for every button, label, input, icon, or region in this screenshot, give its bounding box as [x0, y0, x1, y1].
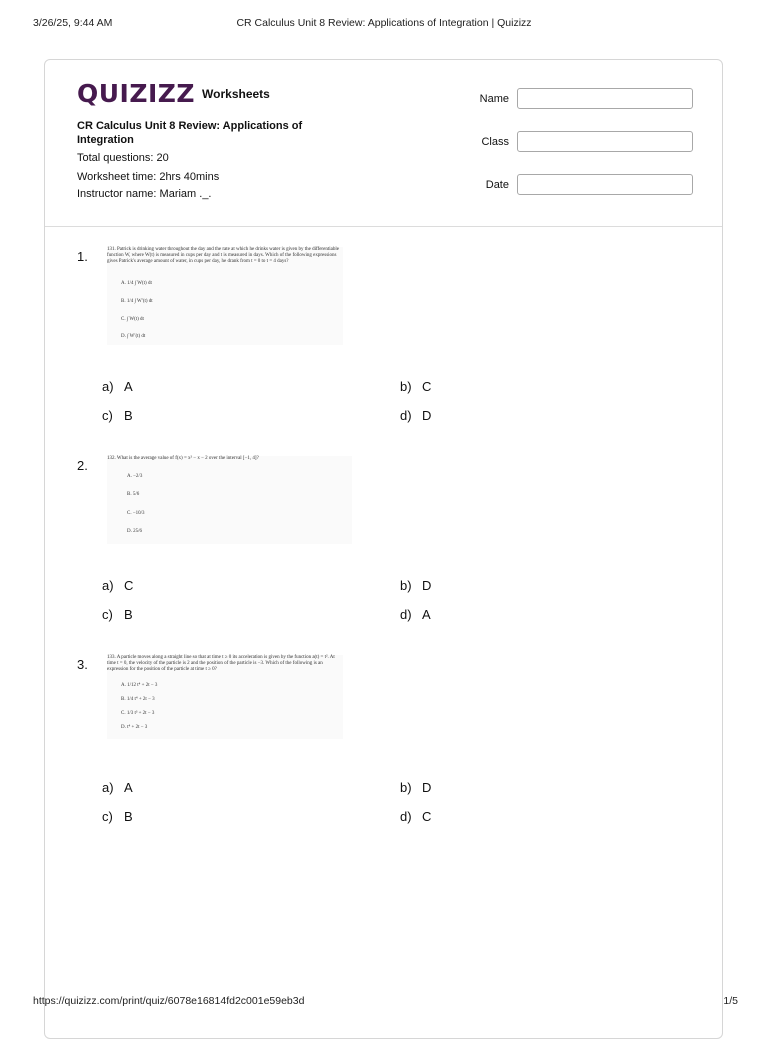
answer-option[interactable]: a) C — [102, 578, 134, 593]
answer-option[interactable]: c) B — [102, 607, 133, 622]
image-choice: D. 25/6 — [127, 529, 142, 534]
print-datetime: 3/26/25, 9:44 AM — [33, 17, 113, 29]
worksheet-header — [45, 60, 722, 227]
print-header — [0, 17, 768, 31]
image-choice: C. −10/3 — [127, 511, 145, 516]
answer-option[interactable]: b) C — [400, 379, 432, 394]
worksheet-title: CR Calculus Unit 8 Review: Applications of Integration — [77, 120, 303, 146]
instructor-name: Instructor name: Mariam ._. — [77, 188, 212, 200]
brand-logo — [77, 80, 270, 108]
image-choice: A. 1/4 ∫ W(t) dt — [121, 281, 152, 286]
answer-option[interactable]: b) D — [400, 780, 432, 795]
page-number: 1/5 — [723, 995, 738, 1007]
question-2 — [45, 458, 722, 638]
image-choice: C. 1/3 t³ + 2t − 3 — [121, 711, 155, 716]
image-choice: D. t⁴ + 2t − 3 — [121, 725, 148, 730]
question-image — [107, 456, 352, 544]
answer-option[interactable]: b) D — [400, 578, 432, 593]
question-number: 2. — [77, 458, 88, 473]
worksheets-label: Worksheets — [202, 87, 270, 101]
image-choice: B. 5/6 — [127, 492, 140, 497]
question-image — [107, 655, 343, 739]
answer-option[interactable]: d) A — [400, 607, 431, 622]
image-choice: A. −2/3 — [127, 474, 143, 479]
worksheet-time: Worksheet time: 2hrs 40mins — [77, 171, 220, 183]
worksheet-card — [44, 59, 723, 1039]
date-label: Date — [485, 179, 509, 191]
image-choice: A. 1/12 t⁴ + 2t − 3 — [121, 683, 158, 688]
image-choice: B. 1/4 ∫ W′(t) dt — [121, 299, 153, 304]
question-1 — [45, 249, 722, 439]
question-number: 1. — [77, 249, 88, 264]
question-number: 3. — [77, 657, 88, 672]
question-text: 133. A particle moves along a straight line so that at time t ≥ 0 its acceleration is given by the function a(t) = t². At time t = 0, the velocity of the particle is 2 and the position of the particle is −3. Which of the following is an expression for the position of the particle at time t ≥ 0? — [107, 655, 335, 672]
answer-option[interactable]: c) B — [102, 408, 133, 423]
answer-option[interactable]: a) A — [102, 780, 133, 795]
image-choice: C. ∫ W(t) dt — [121, 317, 144, 322]
answer-option[interactable]: a) A — [102, 379, 133, 394]
print-url: https://quizizz.com/print/quiz/6078e16814fd2c001e59eb3d — [33, 995, 305, 1007]
answer-option[interactable]: c) B — [102, 809, 133, 824]
question-image — [107, 247, 343, 345]
name-field[interactable] — [517, 88, 693, 109]
question-text: 131. Patrick is drinking water throughout the day and the rate at which he drinks water is given by the differentiable function W, where W(t) is measured in cups per day and t is measured in days. Which of the following expressions gives Patrick's average amount of water, in cups per day, he drank from t = 0 to t = 4 days? — [107, 247, 339, 264]
answer-option[interactable]: d) D — [400, 408, 432, 423]
quizizz-logo: QUIZIZZ — [77, 79, 196, 108]
total-questions: Total questions: 20 — [77, 152, 169, 164]
class-label: Class — [481, 136, 509, 148]
class-field[interactable] — [517, 131, 693, 152]
name-label: Name — [479, 93, 509, 105]
print-page-title: CR Calculus Unit 8 Review: Applications of Integration | Quizizz — [236, 17, 532, 29]
print-footer — [0, 995, 768, 1009]
image-choice: B. 1/4 t⁴ + 2t − 3 — [121, 697, 155, 702]
question-3 — [45, 657, 722, 837]
date-field[interactable] — [517, 174, 693, 195]
question-text: 132. What is the average value of f(x) = x² − x − 2 over the interval [−1, 4]? — [107, 456, 259, 461]
image-choice: D. ∫ W′(t) dt — [121, 334, 146, 339]
answer-option[interactable]: d) C — [400, 809, 432, 824]
